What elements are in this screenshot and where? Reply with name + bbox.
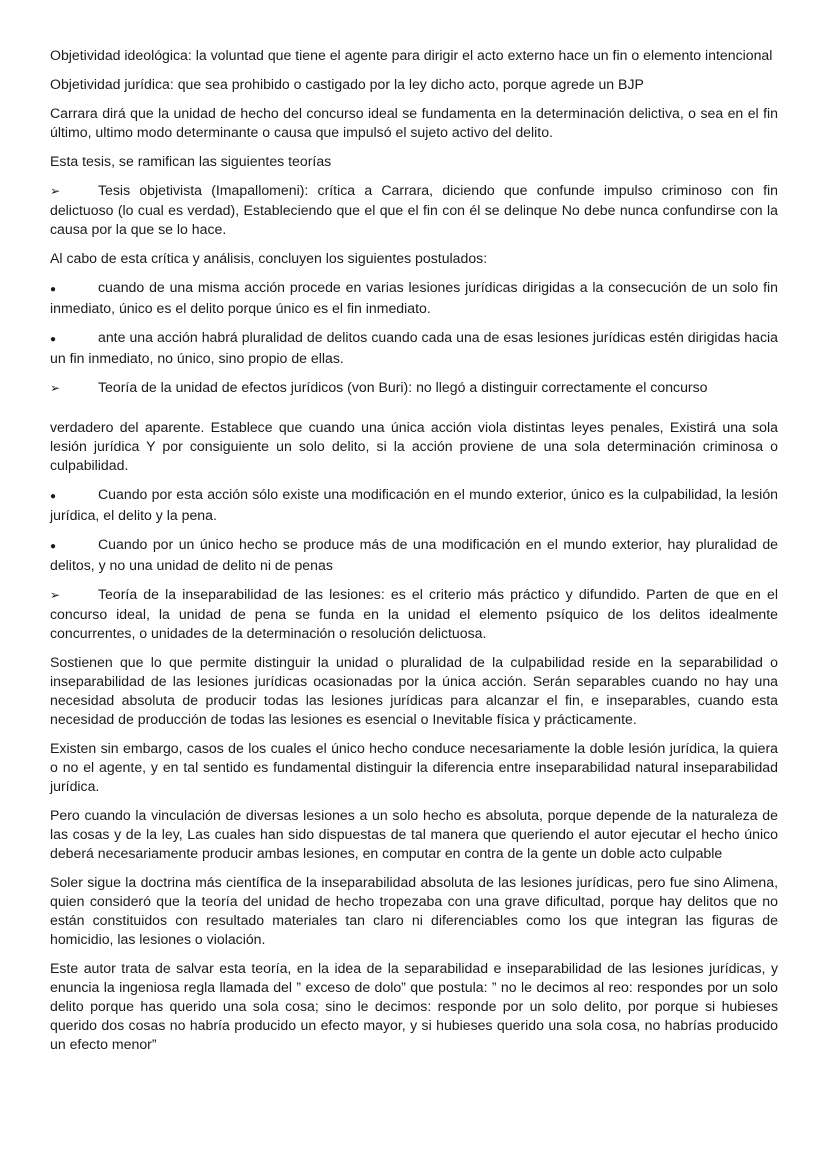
- list-item-text: Cuando por un único hecho se produce más de una modificación en el mundo exterior, hay pluralidad de delitos, y no una unidad de delito ni de penas: [50, 536, 778, 573]
- list-item-text: ante una acción habrá pluralidad de delitos cuando cada una de esas lesiones jurídicas estén dirigidas hacia un fin inmediato, no único, sino propio de ellas.: [50, 329, 778, 366]
- paragraph-von-buri-continued: verdadero del aparente. Establece que cuando una única acción viola distintas leyes penales, Existirá una sola lesión jurídica Y por consiguiente un solo delito, si la acción proviene de una sola determinación criminosa o culpabilidad.: [50, 419, 778, 473]
- list-item: [50, 378, 778, 398]
- paragraph-pero-cuando: Pero cuando la vinculación de diversas lesiones a un solo hecho es absoluta, porque depende de la naturaleza de las cosas y de la ley, Las cuales han sido dispuestas de tal manera que queriendo el autor ejecutar el hecho único deberá necesariamente producir ambas lesiones, en computar en contra de la gente un doble acto culpable: [50, 807, 778, 861]
- list-item: [50, 485, 778, 525]
- list-item-text: Teoría de la inseparabilidad de las lesiones: es el criterio más práctico y difundido. Parten de que en el concurso ideal, la unidad de pena se funda en la unidad el elemento psíquico de los delitos idealmente concurrentes, o unidades de la determinación o resolución delictuosa.: [50, 586, 778, 641]
- paragraph-carrara: Carrara dirá que la unidad de hecho del concurso ideal se fundamenta en la determinación delictiva, o sea en el fin último, ultimo modo determinante o causa que impulsó el sujeto activo del delito.: [50, 105, 778, 140]
- list-item: [50, 585, 778, 643]
- paragraph-tesis-ramifican: Esta tesis, se ramifican las siguientes teorías: [50, 153, 332, 169]
- paragraph-objetividad-ideologica: Objetividad ideológica: la voluntad que tiene el agente para dirigir el acto externo hace un fin o elemento intencional: [50, 47, 773, 63]
- paragraph-postulados-intro: Al cabo de esta crítica y análisis, concluyen los siguientes postulados:: [50, 250, 488, 266]
- list-item-text: Tesis objetivista (Imapallomeni): crítica a Carrara, diciendo que confunde impulso criminoso con fin delictuoso (lo cual es verdad), Estableciendo que el que el fin con él se delinque No debe nunca confundirse con la causa por la que se lo hace.: [50, 182, 778, 237]
- document-page: [50, 46, 778, 1064]
- list-item-text: Cuando por esta acción sólo existe una modificación en el mundo exterior, único es la culpabilidad, la lesión jurídica, el delito y la pena.: [50, 486, 778, 523]
- paragraph-exceso-de-dolo: Este autor trata de salvar esta teoría, en la idea de la separabilidad e inseparabilidad de las lesiones jurídicas, y enuncia la ingeniosa regla llamada del ” exceso de dolo” que postula: ” no le decimos al reo: respondes por un solo delito porque has querido una sola cosa; sino le decimos: responde por un solo delito, por porque si hubieses querido dos cosas no habría producido un efecto mayor, y si hubieses querido una sola cosa, no habrías producido un efecto menor”: [50, 960, 778, 1052]
- list-item: [50, 328, 778, 368]
- list-item: [50, 535, 778, 575]
- list-item-text: Teoría de la unidad de efectos jurídicos (von Buri): no llegó a distinguir correctamente el concurso: [98, 379, 708, 395]
- paragraph-existen: Existen sin embargo, casos de los cuales el único hecho conduce necesariamente la doble lesión jurídica, la quiera o no el agente, y en tal sentido es fundamental distinguir la diferencia entre inseparabilidad natural inseparabilidad jurídica.: [50, 740, 778, 794]
- paragraph-objetividad-juridica: Objetividad jurídica: que sea prohibido o castigado por la ley dicho acto, porque agrede un BJP: [50, 76, 644, 92]
- list-item: [50, 181, 778, 239]
- list-item: [50, 278, 778, 318]
- paragraph-soler: Soler sigue la doctrina más científica de la inseparabilidad absoluta de las lesiones jurídicas, pero fue sino Alimena, quien consideró que la teoría del unidad de hecho tropezaba con una grave dificultad, porque hay delitos que no están constituidos con resultado materiales tan claro ni diferenciables como los que integran las figuras de homicidio, las lesiones o violación.: [50, 874, 778, 947]
- dot-bullet-icon: ●: [50, 334, 57, 345]
- arrow-bullet-icon: ➢: [50, 184, 61, 198]
- arrow-bullet-icon: ➢: [50, 381, 61, 395]
- list-item-text: cuando de una misma acción procede en varias lesiones jurídicas dirigidas a la consecución de un solo fin inmediato, único es el delito porque único es el fin inmediato.: [50, 279, 778, 316]
- paragraph-sostienen: Sostienen que lo que permite distinguir la unidad o pluralidad de la culpabilidad reside en la separabilidad o inseparabilidad de las lesiones jurídicas ocasionadas por la única acción. Serán separables cuando no hay una necesidad absoluta de producir todas las lesiones jurídicas para alcanzar el fin, e inseparables, cuando esta necesidad de producción de todas las lesiones es esencial o Inevitable física y prácticamente.: [50, 654, 778, 727]
- arrow-bullet-icon: ➢: [50, 588, 61, 602]
- dot-bullet-icon: ●: [50, 541, 57, 552]
- dot-bullet-icon: ●: [50, 284, 57, 295]
- dot-bullet-icon: ●: [50, 491, 57, 502]
